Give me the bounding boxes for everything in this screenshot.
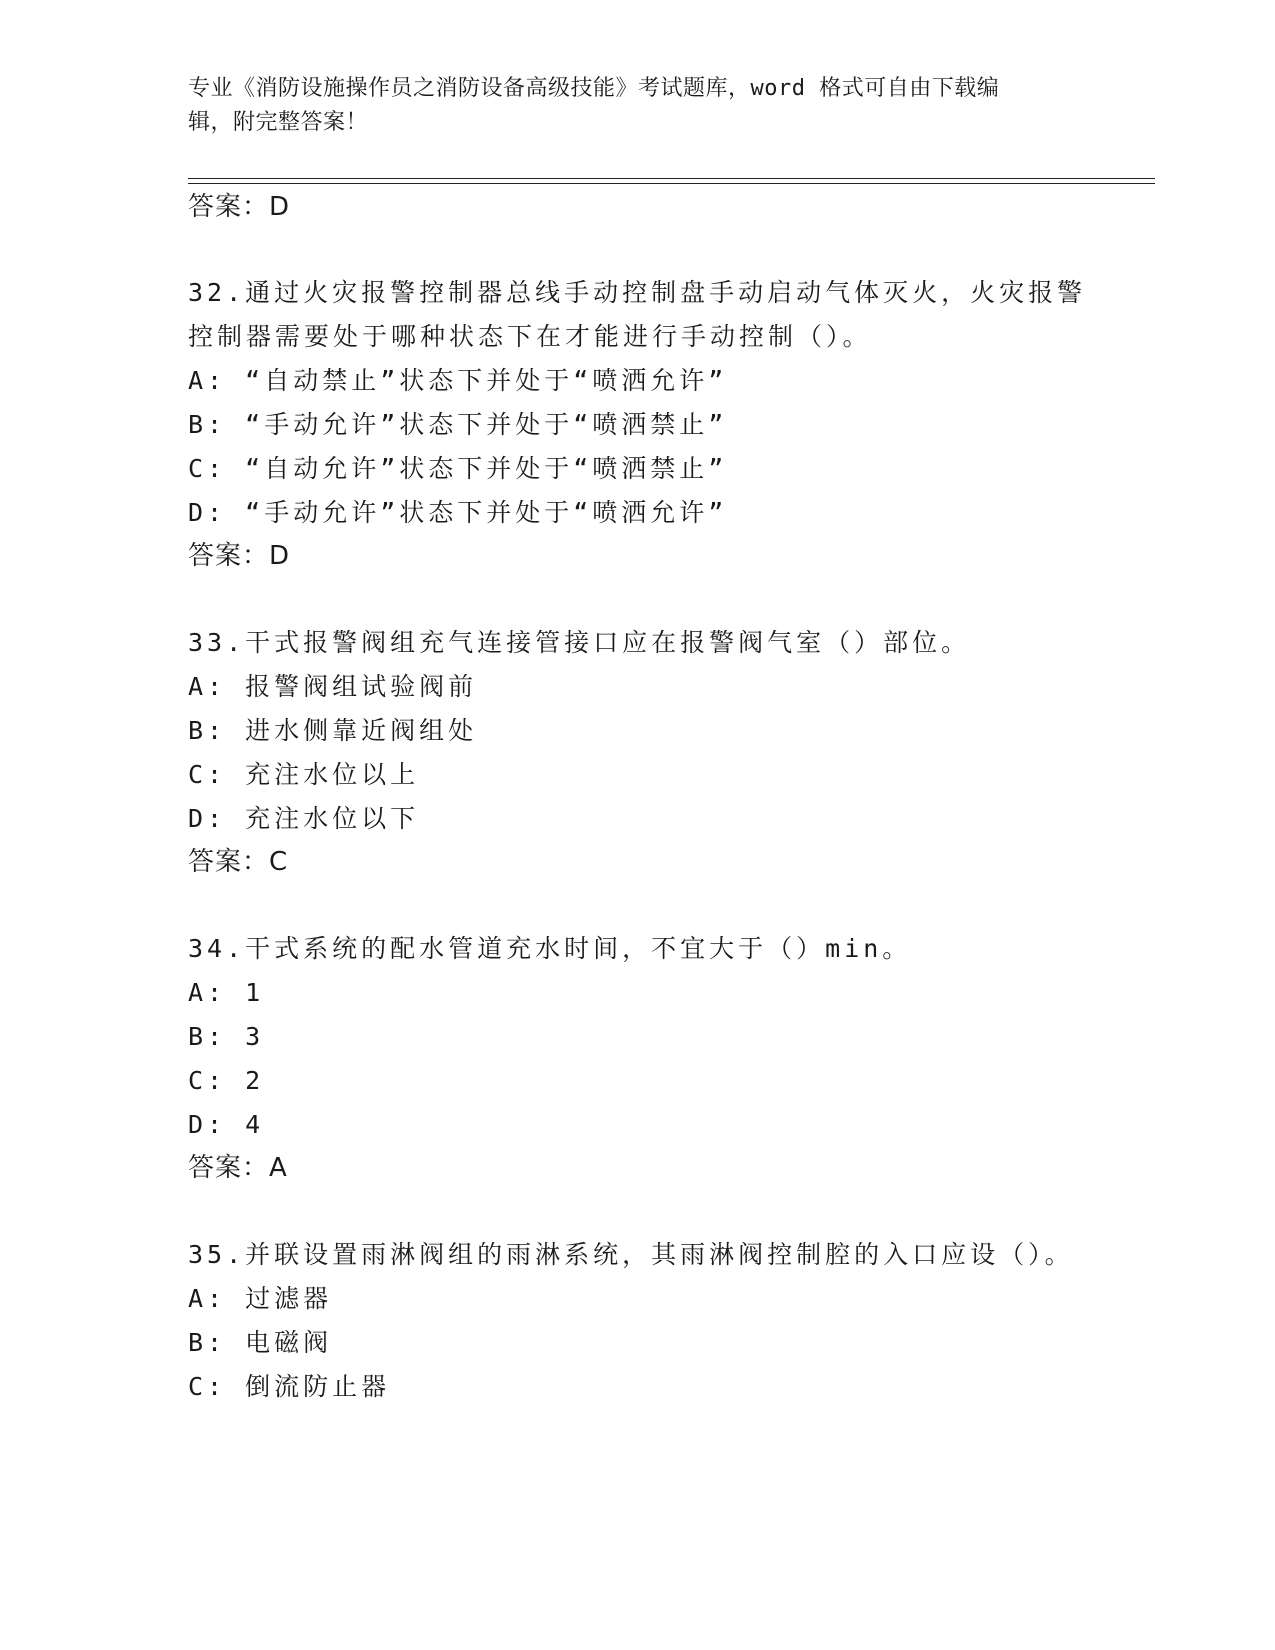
question-32-option-c: C: “自动允许”状态下并处于“喷洒禁止” [188,454,728,483]
question-33-option-a: A: 报警阀组试验阀前 [188,672,478,701]
header-note-line1: 专业《消防设施操作员之消防设备高级技能》考试题库，word 格式可自由下载编 [188,76,1000,101]
question-33-option-b: B: 进水侧靠近阀组处 [188,716,478,745]
question-33-answer: 答案：C [188,847,289,877]
question-34-option-d: D: 4 [188,1110,265,1139]
header-divider-bottom [188,183,1155,184]
question-32-stem-line2: 控制器需要处于哪种状态下在才能进行手动控制（）。 [188,322,872,351]
question-35-option-b: B: 电磁阀 [188,1328,333,1357]
header-note-line2: 辑，附完整答案！ [188,110,369,135]
question-32-stem-line1: 32.通过火灾报警控制器总线手动控制盘手动启动气体灭火，火灾报警 [188,278,1087,307]
question-35-stem: 35.并联设置雨淋阀组的雨淋系统，其雨淋阀控制腔的入口应设（）。 [188,1240,1074,1269]
question-35-option-a: A: 过滤器 [188,1284,333,1313]
question-32-answer: 答案：D [188,541,291,571]
question-34-option-c: C: 2 [188,1066,265,1095]
header-divider-top [188,178,1155,179]
question-35-option-c: C: 倒流防止器 [188,1372,391,1401]
question-34-answer: 答案：A [188,1153,288,1183]
question-33-option-d: D: 充注水位以下 [188,804,420,833]
question-32-option-b: B: “手动允许”状态下并处于“喷洒禁止” [188,410,728,439]
header-note [188,72,1088,140]
previous-answer: 答案：D [188,192,291,222]
question-32-option-a: A: “自动禁止”状态下并处于“喷洒允许” [188,366,728,395]
question-34-option-a: A: 1 [188,978,265,1007]
question-33-stem: 33.干式报警阀组充气连接管接口应在报警阀气室（）部位。 [188,628,971,657]
question-33-option-c: C: 充注水位以上 [188,760,420,789]
question-32-option-d: D: “手动允许”状态下并处于“喷洒允许” [188,498,728,527]
question-34-option-b: B: 3 [188,1022,265,1051]
question-34-stem: 34.干式系统的配水管道充水时间，不宜大于（）min。 [188,934,912,963]
